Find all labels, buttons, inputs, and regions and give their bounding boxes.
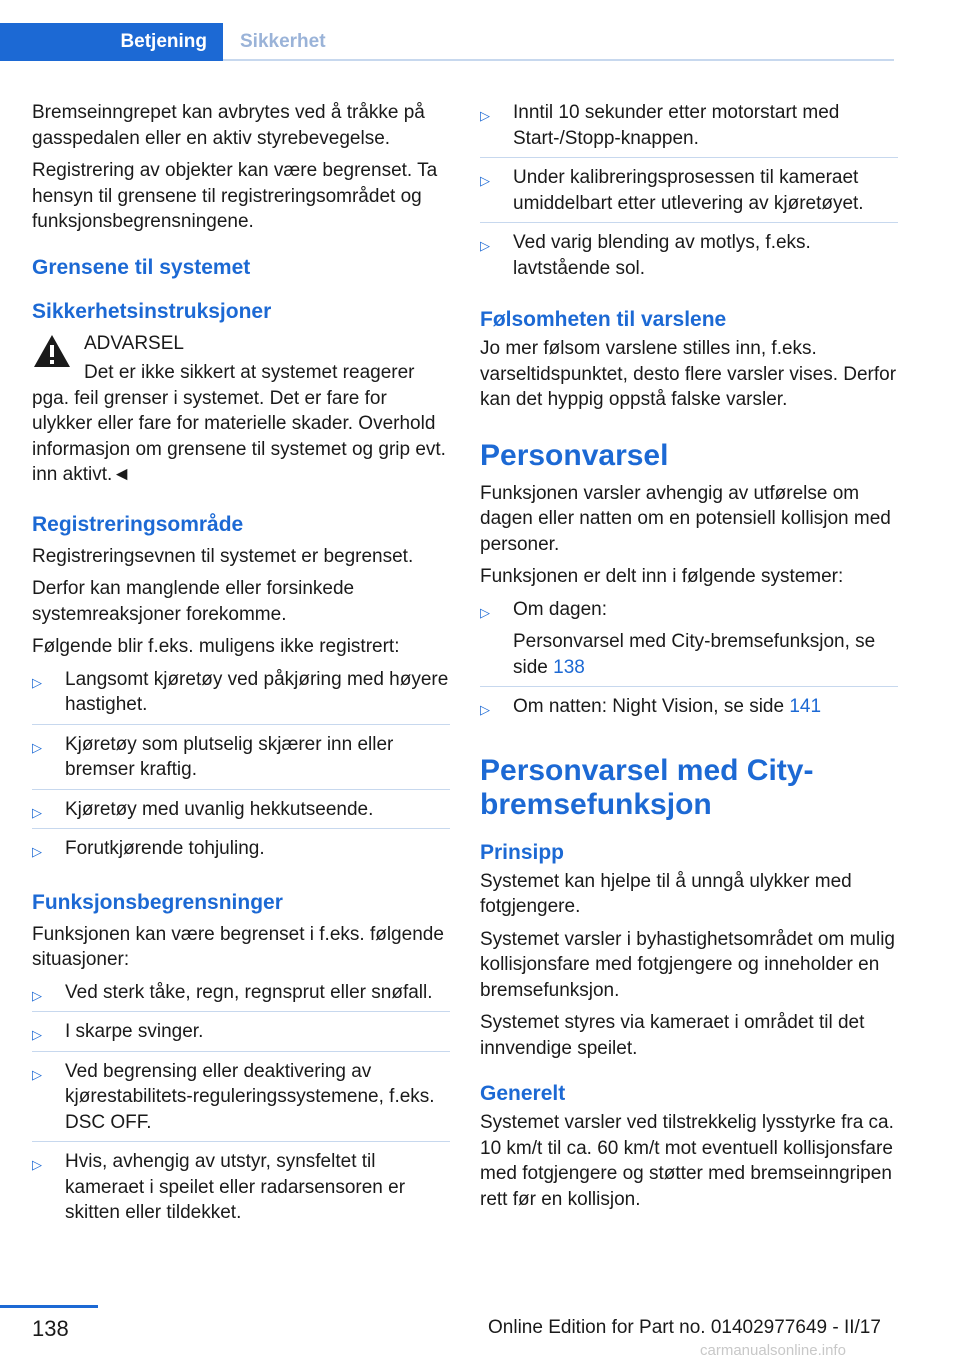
page-number: 138 — [32, 1316, 69, 1341]
paragraph: Jo mer følsom varslene stilles inn, f.eks. varseltidspunktet, desto flere varsler vises. Derfor kan det hyppig oppstå falske varsler. — [480, 338, 897, 410]
paragraph: Funksjonen kan være begrenset i f.eks. følgende situasjoner: — [32, 923, 444, 970]
paragraph: Bremseinngrepet kan avbrytes ved å tråkke på gasspedalen eller en aktiv styrebevegelse. — [32, 102, 425, 149]
paragraph: Systemet varsler ved tilstrekkelig lysstyrke fra ca. 10 km/t til ca. 60 km/t mot eventuell kollisjonsfare med fotgjengere og støtter med bremseinngripen rett før en kollisjon. — [480, 1112, 894, 1210]
paragraph: Systemet styres via kameraet i området til det innvendige speilet. — [480, 1012, 865, 1059]
paragraph: Systemet kan hjelpe til å unngå ulykker med fotgjengere. — [480, 870, 852, 917]
section-heading-principle: Prinsipp — [480, 840, 565, 864]
list-item: ▷ Langsomt kjøretøy ved påkjøring med høyere hastighet. — [32, 667, 450, 725]
list-item-night: ▷ Om natten: Night Vision, se side 141 — [480, 696, 822, 717]
list-item: ▷ Forutkjørende tohjuling. — [32, 838, 265, 859]
bullet-list-systems — [480, 597, 898, 726]
list-item: ▷ Ved begrensing eller deaktivering av kjørestabilitets-reguleringssystemene, f.eks. DSC OFF. — [32, 1059, 450, 1143]
paragraph: Registrering av objekter kan være begrenset. Ta hensyn til grensene til registreringsområdet og funksjonsbegrensningene. — [32, 160, 438, 232]
triangle-right-icon: ▷ — [480, 238, 490, 253]
list-item: ▷ Ved sterk tåke, regn, regnsprut eller snøfall. — [32, 980, 450, 1013]
triangle-right-icon: ▷ — [32, 1066, 42, 1082]
edition-text: Online Edition for Part no. 01402977649 - II/17 — [488, 1317, 881, 1338]
bullet-list-undetected — [32, 667, 450, 868]
tab-betjening[interactable]: Betjening — [0, 23, 223, 61]
triangle-right-icon: ▷ — [32, 1027, 42, 1042]
paragraph: Systemet varsler i byhastighetsområdet om mulig kollisjonsfare med fotgjengere og inneholder en bremsefunksjon. — [480, 928, 895, 1001]
section-heading-safety: Sikkerhetsinstruksjoner — [32, 299, 272, 323]
right-column — [480, 100, 898, 1219]
bullet-list-situations — [32, 980, 450, 1232]
triangle-right-icon: ▷ — [32, 844, 42, 859]
section-heading-general: Generelt — [480, 1082, 566, 1105]
section-heading-range: Registreringsområde — [32, 512, 244, 536]
paragraph: Følgende blir f.eks. muligens ikke registrert: — [32, 636, 400, 657]
list-item: ▷ Hvis, avhengig av utstyr, synsfeltet til kameraet i speilet eller radarsensoren er skitten eller tildekket. — [32, 1151, 406, 1223]
bullet-list-conditions — [480, 100, 898, 287]
page-link-138[interactable]: 138 — [553, 656, 585, 678]
tab-sikkerhet[interactable]: Sikkerhet — [240, 31, 326, 52]
tab-underline — [223, 59, 894, 61]
header-tabs — [0, 23, 894, 61]
triangle-right-icon: ▷ — [480, 173, 490, 188]
list-item: ▷ I skarpe svinger. — [32, 1019, 450, 1052]
triangle-right-icon: ▷ — [32, 739, 42, 755]
triangle-right-icon: ▷ — [480, 604, 490, 620]
triangle-right-icon: ▷ — [32, 804, 42, 820]
section-heading-function-limits: Funksjonsbegrensninger — [32, 890, 283, 914]
section-heading-sensitivity: Følsomheten til varslene — [480, 308, 727, 331]
chapter-heading-personvarsel: Personvarsel — [480, 438, 669, 472]
paragraph: Funksjonen varsler avhengig av utførelse om dagen eller natten om en potensiell kollisjon med personer. — [480, 482, 891, 555]
paragraph: Derfor kan manglende eller forsinkede systemreaksjoner forekomme. — [32, 578, 355, 625]
left-column — [32, 100, 450, 1238]
triangle-right-icon: ▷ — [32, 1157, 42, 1172]
list-item: ▷ Kjøretøy som plutselig skjærer inn eller bremser kraftig. — [32, 732, 450, 790]
warning-triangle-icon — [32, 333, 72, 369]
warning-text: Det er ikke sikkert at systemet reagerer pga. feil grenser i systemet. Det er fare for ulykker eller fare for materielle skader. Overhold informasjon om grensene til systemet og grip evt. inn aktivt.◄ — [32, 362, 446, 485]
list-item: ▷ Under kalibreringsprosessen til kameraet umiddelbart etter utlevering av kjøretøyet. — [480, 165, 898, 223]
section-heading-limits: Grensene til systemet — [32, 255, 251, 279]
list-item: ▷ Inntil 10 sekunder etter motorstart med Start-/Stopp-knappen. — [480, 100, 898, 158]
footer-accent-line — [0, 1305, 98, 1308]
paragraph: Funksjonen er delt inn i følgende systemer: — [480, 566, 844, 587]
triangle-right-icon: ▷ — [32, 987, 42, 1003]
triangle-right-icon: ▷ — [480, 108, 490, 123]
list-item: ▷ Ved varig blending av motlys, f.eks. lavtstående sol. — [480, 232, 811, 279]
triangle-right-icon: ▷ — [32, 674, 42, 690]
chapter-heading-city-brake: Personvarsel med City-bremsefunksjon — [480, 753, 814, 821]
watermark: carmanualsonline.info — [700, 1342, 846, 1359]
paragraph: Registreringsevnen til systemet er begrenset. — [32, 545, 414, 567]
list-item: ▷ Kjøretøy med uvanlig hekkutseende. — [32, 797, 450, 830]
page-link-141[interactable]: 141 — [789, 696, 822, 717]
warning-title: ADVARSEL — [84, 332, 184, 354]
warning-box — [32, 331, 450, 488]
triangle-right-icon: ▷ — [480, 702, 490, 717]
list-item-day: ▷ Om dagen: Personvarsel med City-bremsefunksjon, se side 138 — [480, 597, 898, 688]
